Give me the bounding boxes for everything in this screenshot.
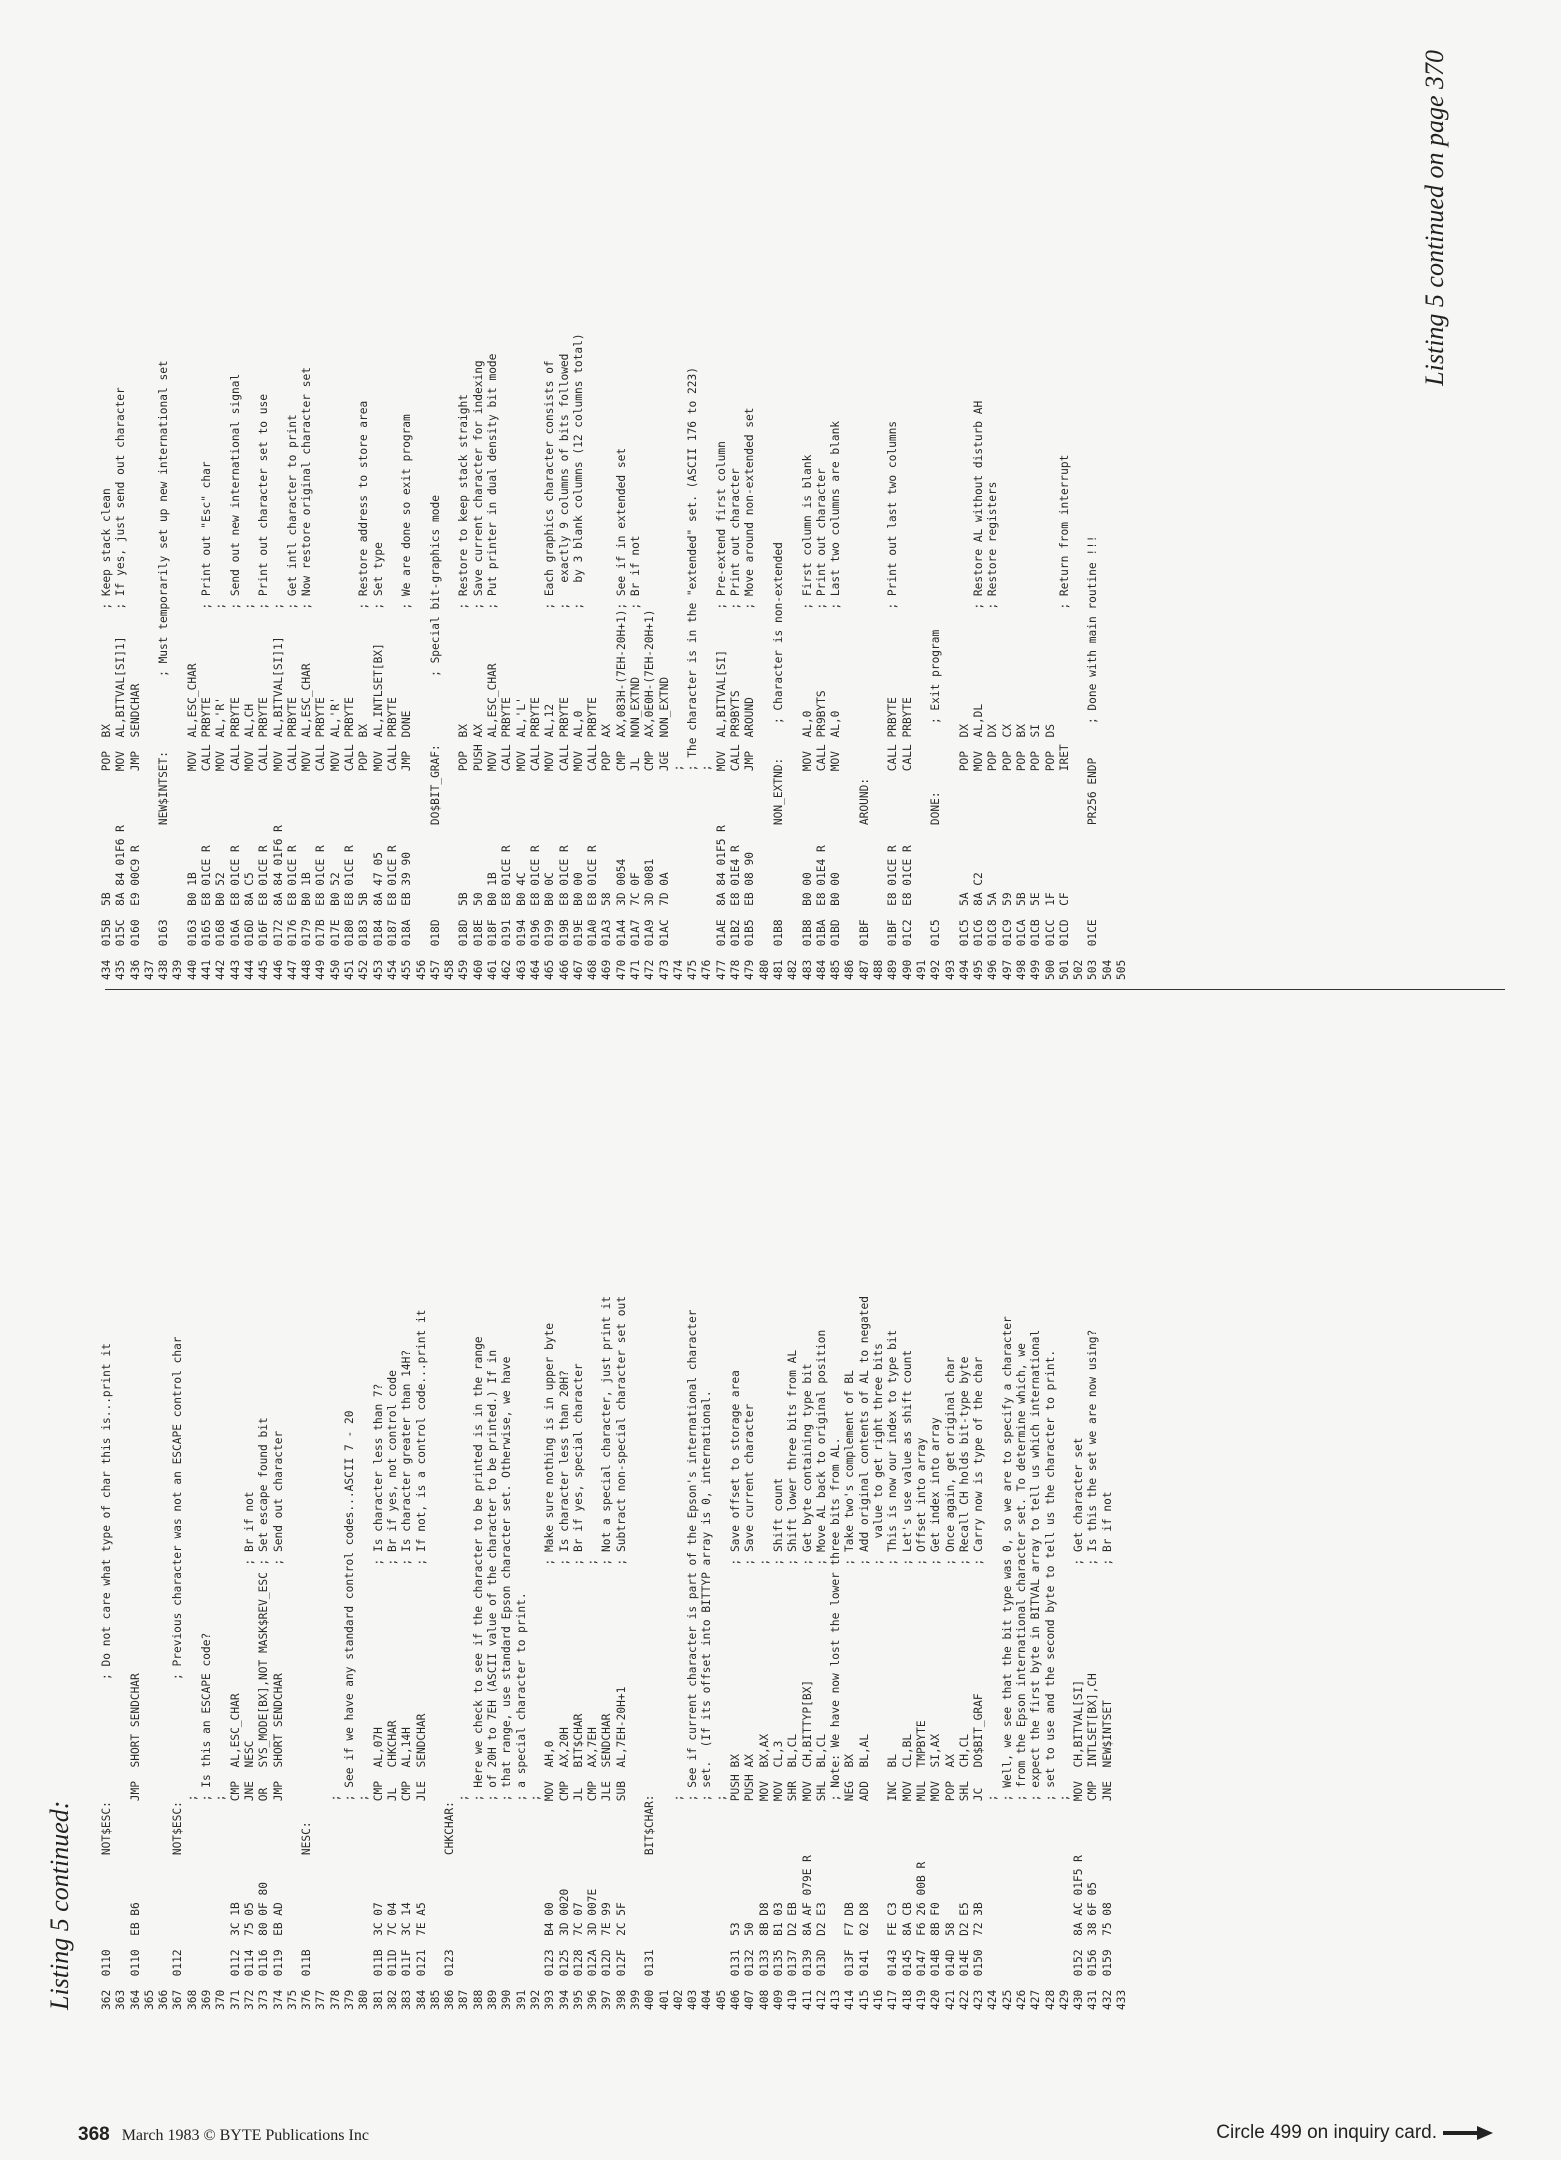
listing-line: 449 017B E8 01CE R CALL PRBYTE [314,697,328,980]
listing-line: 501 01CD CF IRET ; Return from interrupt [1057,454,1071,980]
listing-line: 419 0147 F6 26 00B R MUL TMPBYTE ; Offset into array [914,1437,928,2010]
listing-line: 441 0165 E8 01CE R CALL PRBYTE ; Print out "Esc" char [200,461,214,980]
listing-line: 396 012A 3D 007E CMP AX,7EH ; [586,1558,600,2010]
listing-line: 488 [872,959,886,980]
listing-line: 400 0131 BIT$CHAR: [643,1794,657,2010]
listing-line: 411 0139 8A AF 079E R MOV CH,BITTYP[BX] ; Get byte containing type bit [800,1363,814,2010]
listing-line: 393 0123 B4 00 MOV AH,0 ; Make sure nothing is in upper byte [543,1322,557,2010]
listing-line: 362 0110 NOT$ESC: ; Do not care what type of char this is...print it [100,1343,113,2010]
listing-line: 443 016A E8 01CE R CALL PRBYTE ; Send out new international signal [228,373,242,980]
listing-line: 385 [428,1989,442,2010]
listing-line: 364 0110 EB B6 JMP SHORT SENDCHAR [128,1673,142,2010]
listing-line: 472 01A9 3D 0081 CMP AX,0E0H-(7EH-20H+1) [643,609,657,980]
listing-line: 479 01B5 EB 08 90 JMP AROUND ; Move around non-extended set [743,407,757,980]
listing-line: 363 [114,1989,128,2010]
listing-line: 413 ; Note: We have now lost the lower three bits from AL. [829,1437,843,2010]
listing-line: 428 ; set to use and the second byte to tell us the character to print. [1043,1349,1057,2010]
listing-line: 378 ; [328,1794,342,2010]
listing-line: 366 [157,1989,171,2010]
listing-line: 386 0123 CHKCHAR: [443,1801,457,2010]
listing-line: 402 ; [671,1794,685,2010]
listing-line: 414 013F F7 DB NEG BX ; Take two's complement of BL [843,1370,857,2010]
listing-line: 503 01CE PR256 ENDP ; Done with main routine !!! [1086,535,1100,980]
listing-line: 467 019E B0 00 MOV AL,0 ; by 3 blank columns (12 columns total) [571,333,585,980]
listing-line: 464 0196 E8 01CE R CALL PRBYTE [528,697,542,980]
listing-line: 454 0187 E8 01CE R CALL PRBYTE [385,697,399,980]
listing-line: 427 ; expect the first byte in BITVAL array to tell us which international [1029,1329,1043,2010]
listing-line: 481 01B8 NON_EXTND: ; Character is non-extended [771,542,785,980]
listing-line: 452 0183 5B POP BX ; Restore address to store area [357,400,371,980]
listing-line: 376 011B NESC: [300,1821,314,2010]
listing-line: 432 0159 75 08 JNE NEW$INTSET ; Br if not [1100,1491,1114,2010]
listing-line: 470 01A4 3D 0054 CMP AX,083H-(7EH-20H+1); See if in extended set [614,447,628,980]
listing-line: 505 [1115,959,1129,980]
listing-line: 498 01CA 5B POP BX [1015,724,1028,980]
listing-left-column [100,1090,1129,2010]
column-divider [105,989,1505,990]
listing-line: 462 0191 E8 01CE R CALL PRBYTE [500,697,514,980]
listing-line: 480 [757,959,771,980]
listing-line: 373 0116 80 0F 80 OR SYS_MODE[BX],NOT MASK$REV_ESC ; Set escape found bit [257,1417,271,2010]
listing-line: 375 [285,1989,299,2010]
listing-line: 431 0156 38 6F 05 CMP INTLSET[BX],CH ; Is this the set we are now using? [1086,1329,1100,2010]
listing-line: 494 01C5 5A POP DX [957,724,971,980]
listing-line: 425 ; Well, we see that the bit type was 0, so we are to specify a character [1000,1316,1014,2010]
listing-line: 504 [1100,959,1114,980]
listing-line: 476 ; [700,764,714,980]
listing-line: 420 014B 8B F0 MOV SI,AX ; Get index into array [929,1417,943,2010]
listing-line: 401 [657,1989,671,2010]
listing-line: 446 0172 8A 84 01F6 R MOV AL,BITVAL[SI]1] ; [271,602,285,980]
page-number: 368 [78,2124,110,2145]
listing-line: 484 01BA E8 01E4 R CALL PR9BYTS ; Print out character [814,468,828,980]
listing-line: 457 018D DO$BIT_GRAF: ; Special bit-graphics mode [428,495,442,980]
listing-line: 455 018A EB 39 90 JMP DONE ; We are done so exit program [400,414,414,980]
listing-line: 502 [1072,959,1086,980]
listing-line: 381 011B 3C 07 CMP AL,07H ; Is character less than 7? [371,1383,385,2010]
listing-line: 430 0152 8A AC 01F5 R MOV CH,BITVAL[SI] ; Get character set [1072,1437,1086,2010]
listing-line: 463 0194 B0 4C MOV AL,'L' [514,697,528,980]
listing-line: 499 01CB 5E POP SI [1029,724,1043,980]
continued-note: Listing 5 continued on page 370 [1420,50,1449,386]
listing-line: 489 01BF E8 01CE R CALL PRBYTE ; Print out last two columns [886,420,900,980]
listing-line: 429 ; [1057,1794,1071,2010]
listing-line: 392 ; [528,1794,542,2010]
listing-line: 468 01A0 E8 01CE R CALL PRBYTE [586,697,600,980]
listing-line: 372 0114 75 05 JNE NESC ; Br if not [242,1491,256,2010]
listing-line: 409 0135 B1 03 MOV CL,3 ; Shift count [771,1477,785,2010]
listing-line: 421 014D 58 POP AX ; Once again, get original char [943,1356,957,2010]
listing-line: 377 [314,1989,328,2010]
listing-line: 450 017E B0 52 MOV AL,'R' [328,697,342,980]
listing-line: 412 013D D2 E3 SHL BL,CL ; Move AL back to original position [814,1329,828,2010]
listing-line: 422 014E D2 E5 SHL CH,CL ; Recall CH holds bit-type byte [957,1356,971,2010]
listing-line: 388 ; Here we check to see if the character to be printed is in the range [471,1336,485,2010]
listing-line: 475 ; The character is in the "extended" set. (ASCII 176 to 223) [686,367,700,980]
listing-heading: Listing 5 continued: [45,1800,74,2010]
listing-line: 448 0179 B0 1B MOV AL,ESC_CHAR ; Now restore original character set [300,367,314,980]
listing-line: 444 016D 8A C5 MOV AL,CH ; [242,602,256,980]
listing-line: 440 0163 B0 1B MOV AL,ESC_CHAR [185,663,199,980]
listing-line: 496 01C8 5A POP DX ; Restore registers [986,481,1000,980]
listing-line: 447 0176 E8 01CE R CALL PRBYTE ; Get intl character to print [285,414,299,980]
rotated-listing-sheet [45,50,1535,2010]
listing-line: 416 ; value to get right three bits [872,1343,886,2010]
listing-line: 466 019B E8 01CE R CALL PRBYTE ; exactly 9 columns of bits followed [557,353,571,980]
listing-line: 456 [414,959,428,980]
listing-line: 390 ; that range, use standard Epson character set. Otherwise, we have [500,1356,514,2010]
listing-line: 500 01CC 1F POP DS [1043,724,1057,980]
listing-line: 495 01C6 8A C2 MOV AL,DL ; Restore AL without disturb AH [972,400,986,980]
listing-line: 436 0160 E9 00C9 R JMP SENDCHAR [128,683,142,980]
listing-line: 389 ; of 20H to 7EH (ASCII value of the character to be printed.) If in [486,1349,500,2010]
inquiry-note: Circle 499 on inquiry card. [1216,2122,1437,2143]
listing-line: 460 018E 50 PUSH AX ; Save current character for indexing [471,360,485,980]
listing-line: 367 0112 NOT$ESC: ; Previous character was not an ESCAPE control char [171,1336,185,2010]
listing-line: 445 016F E8 01CE R CALL PRBYTE ; Print out character set to use [257,394,271,980]
listing-line: 492 01C5 DONE: ; Exit program [929,629,943,980]
listing-line: 383 011F 3C 14 CMP AL,14H ; Is character greater than 14H? [400,1349,414,2010]
listing-line: 394 0125 3D 0020 CMP AX,20H ; Is character less than 20H? [557,1370,571,2010]
listing-line: 483 01B8 B0 00 MOV AL,0 ; First column is blank [800,454,814,980]
listing-line: 369 ; Is this an ESCAPE code? [200,1632,214,2010]
listing-line: 423 0150 72 3B JC DO$BIT_GRAF ; Carry now is type of the char [972,1356,986,2010]
listing-line: 458 [443,959,457,980]
listing-line: 408 0133 8B D8 MOV BX,AX ; [757,1558,771,2010]
listing-line: 398 012F 2C 5F SUB AL,7EH-20H+1 ; Subtract non-special character set out [614,1296,628,2010]
listing-line: 461 018F B0 1B MOV AL,ESC_CHAR ; Put printer in dual density bit mode [486,353,500,980]
listing-line: 405 ; [714,1794,728,2010]
listing-line: 397 012D 7E 99 JLE SENDCHAR ; Not a special character, just print it [600,1296,614,2010]
listing-line: 399 [628,1989,642,2010]
arrow-right-icon [1443,2126,1493,2140]
listing-line: 426 ; from the Epson international character set. To determine which, we [1015,1343,1028,2010]
listing-line: 493 [943,959,957,980]
listing-line: 469 01A3 58 POP AX [600,724,614,980]
listing-line: 434 015B 5B POP BX ; Keep stack clean [100,488,113,980]
listing-line: 410 0137 D2 EB SHR BL,CL ; Shift lower three bits from AL [786,1349,800,2010]
listing-line: 471 01A7 7C 0F JL NON_EXTND ; Br if not [628,535,642,980]
listing-line: 424 ; [986,1794,1000,2010]
listing-line: 442 0168 B0 52 MOV AL,'R' ; [214,602,228,980]
date-copyright: March 1983 © BYTE Publications Inc [121,2127,369,2144]
listing-line: 486 [843,959,857,980]
listing-line: 482 [786,959,800,980]
listing-line: 374 0119 EB AD JMP SHORT SENDCHAR ; Send out character [271,1430,285,2010]
listing-line: 406 0131 53 PUSH BX ; Save offset to storage area [729,1370,743,2010]
listing-line: 391 ; a special character to print. [514,1592,528,2010]
listing-line: 465 0199 B0 0C MOV AL,12 ; Each graphics character consists of [543,360,557,980]
listing-line: 491 [914,959,928,980]
listing-line: 365 [142,1989,156,2010]
listing-line: 474 ; [671,764,685,980]
listing-line: 404 ; set. (If its offset into BITTYP array is 0, international. [700,1390,714,2010]
listing-line: 403 ; See if current character is part of the Epson's international character [686,1309,700,2010]
listing-line: 433 [1115,1989,1129,2010]
listing-line: 459 018D 5B POP BX ; Restore to keep stack straight [457,394,471,980]
listing-right-column [100,50,1129,980]
listing-line: 497 01C9 59 POP CX [1000,724,1014,980]
listing-line: 439 [171,959,185,980]
listing-line: 395 0128 7C 07 JL BIT$CHAR ; Br if yes, special character [571,1363,585,2010]
listing-line: 453 0184 8A 47 05 MOV AL,INTLSET[BX] ; Set type [371,542,385,980]
listing-line: 368 ; [185,1794,199,2010]
page-footer-right [1216,2122,1493,2144]
listing-line: 370 ; [214,1794,228,2010]
listing-line: 478 01B2 E8 01E4 R CALL PR9BYTS ; Print out character [729,468,743,980]
listing-line: 490 01C2 E8 01CE R CALL PRBYTE [900,697,914,980]
listing-line: 473 01AC 7D 0A JGE NON_EXTND [657,676,671,980]
listing-line: 435 015C 8A 84 01F6 R MOV AL,BITVAL[SI]1] ; If yes, just send out character [114,387,128,980]
listing-line: 437 [142,959,156,980]
listing-line: 382 011D 7C 04 JL CHKCHAR ; Br if yes, not control code [385,1370,399,2010]
listing-line: 438 0163 NEW$INTSET: ; Must temporarily set up new international set [157,360,171,980]
listing-line: 384 0121 7E A5 JLE SENDCHAR ; If not, is a control code...print it [414,1309,428,2010]
listing-line: 485 01BD B0 00 MOV AL,0 ; Last two columns are blank [829,420,843,980]
listing-line: 451 0180 E8 01CE R CALL PRBYTE [343,697,357,980]
listing-line: 417 0143 FE C3 INC BL ; This is now our index to type bit [886,1329,900,2010]
listing-line: 371 0112 3C 1B CMP AL,ESC_CHAR [228,1693,242,2010]
listing-line: 487 01BF AROUND: [857,777,871,980]
listing-line: 418 0145 8A CB MOV CL,BL ; Let's use value as shift count [900,1349,914,2010]
listing-line: 387 ; [457,1794,471,2010]
page-footer-left [78,2124,369,2146]
listing-line: 379 ; See if we have any standard control codes...ASCII 7 - 20 [343,1410,357,2010]
listing-line: 477 01AE 8A 84 01F5 R MOV AL,BITVAL[SI] ; Pre-extend first column [714,441,728,980]
listing-line: 380 ; [357,1794,371,2010]
listing-line: 415 0141 02 D8 ADD BL,AL ; Add original contents of AL to negated [857,1296,871,2010]
listing-line: 407 0132 50 PUSH AX ; Save current character [743,1403,757,2010]
